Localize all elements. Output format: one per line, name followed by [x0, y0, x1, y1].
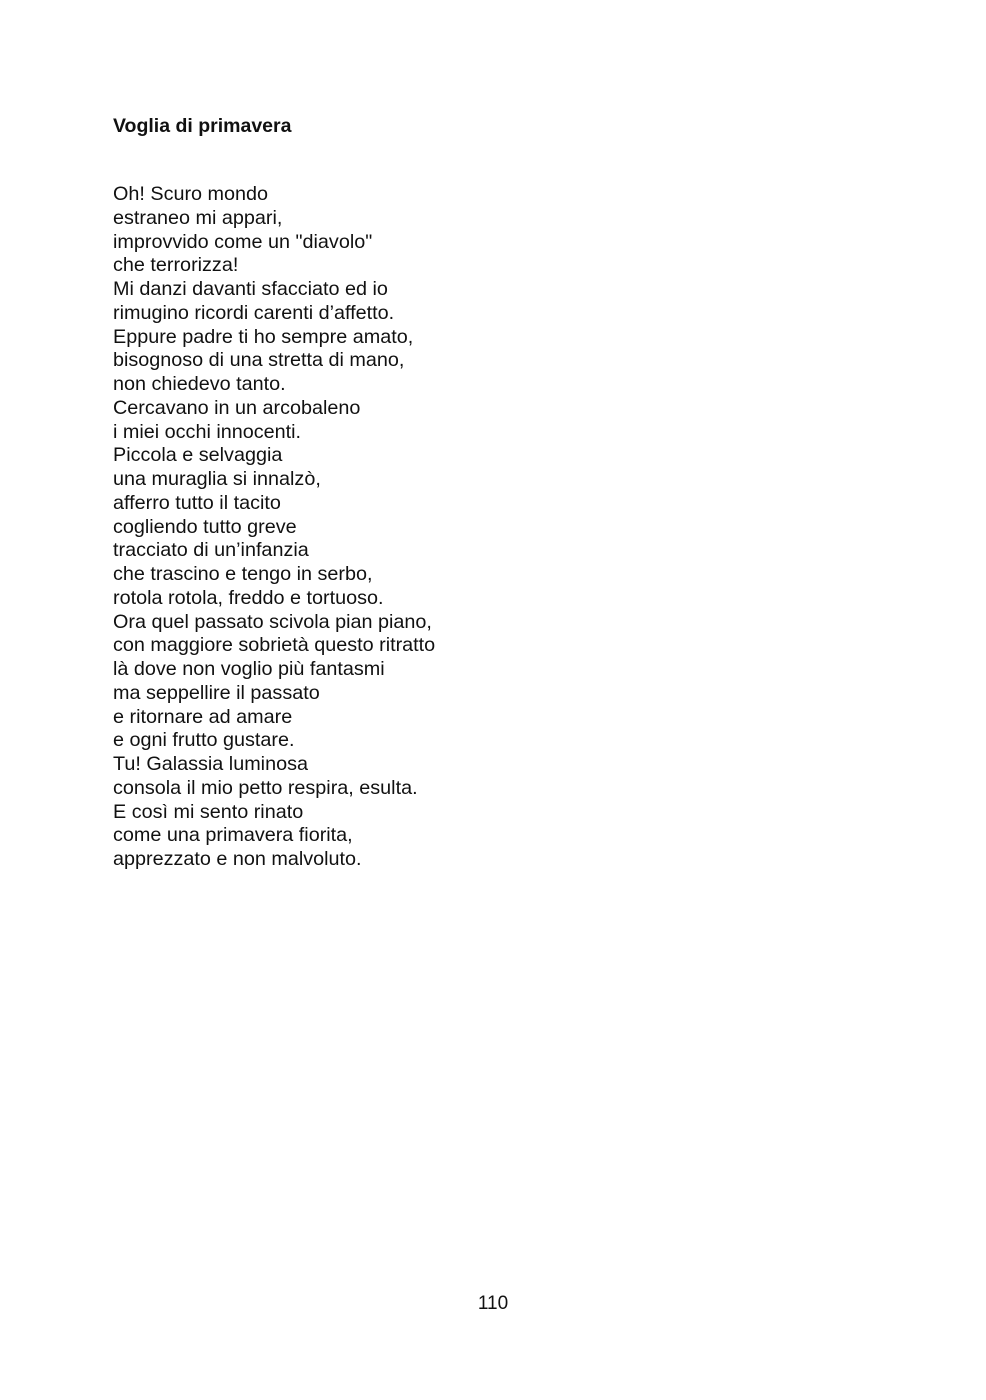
- poem-line: E così mi sento rinato: [113, 800, 304, 823]
- poem-line: bisognoso di una stretta di mano,: [113, 349, 405, 372]
- poem-line: Oh! Scuro mondo: [113, 183, 269, 205]
- poem-body: [113, 183, 435, 872]
- poem-line: Mi danzi davanti sfacciato ed io: [113, 278, 388, 300]
- poem-line: là dove non voglio più fantasmi: [113, 658, 385, 680]
- poem-line: i miei occhi innocenti.: [113, 420, 302, 443]
- poem-line: ma seppellire il passato: [113, 681, 320, 704]
- poem-line: estraneo mi appari,: [113, 206, 283, 229]
- poem-line: Tu! Galassia luminosa: [113, 753, 308, 775]
- poem-line: improvvido come un "diavolo": [113, 230, 373, 253]
- poem-line: Cercavano in un arcobaleno: [113, 396, 361, 419]
- poem-line: cogliendo tutto greve: [113, 515, 297, 538]
- poem-line: Eppure padre ti ho sempre amato,: [113, 325, 414, 348]
- poem-line: tracciato di un’infanzia: [113, 539, 309, 562]
- poem-title: Voglia di primavera: [113, 115, 292, 137]
- poem-line: non chiedevo tanto.: [113, 373, 286, 395]
- poem-line: rotola rotola, freddo e tortuoso.: [113, 586, 384, 609]
- poem-line: Ora quel passato scivola pian piano,: [113, 610, 432, 633]
- poem-line: che trascino e tengo in serbo,: [113, 563, 373, 585]
- poem-line: consola il mio petto respira, esulta.: [113, 776, 418, 799]
- poem-line: come una primavera fiorita,: [113, 824, 353, 847]
- poem-line: rimugino ricordi carenti d’affetto.: [113, 301, 395, 324]
- poem-line: afferro tutto il tacito: [113, 491, 281, 514]
- poem-line: una muraglia si innalzò,: [113, 468, 321, 490]
- poem-line: e ritornare ad amare: [113, 705, 293, 728]
- page-number: 110: [477, 1293, 509, 1314]
- poem-line: con maggiore sobrietà questo ritratto: [113, 634, 436, 657]
- poem-line: Piccola e selvaggia: [113, 444, 283, 467]
- poem-line: apprezzato e non malvoluto.: [113, 848, 362, 870]
- poem-line: che terrorizza!: [113, 254, 239, 277]
- poem-line: e ogni frutto gustare.: [113, 729, 295, 752]
